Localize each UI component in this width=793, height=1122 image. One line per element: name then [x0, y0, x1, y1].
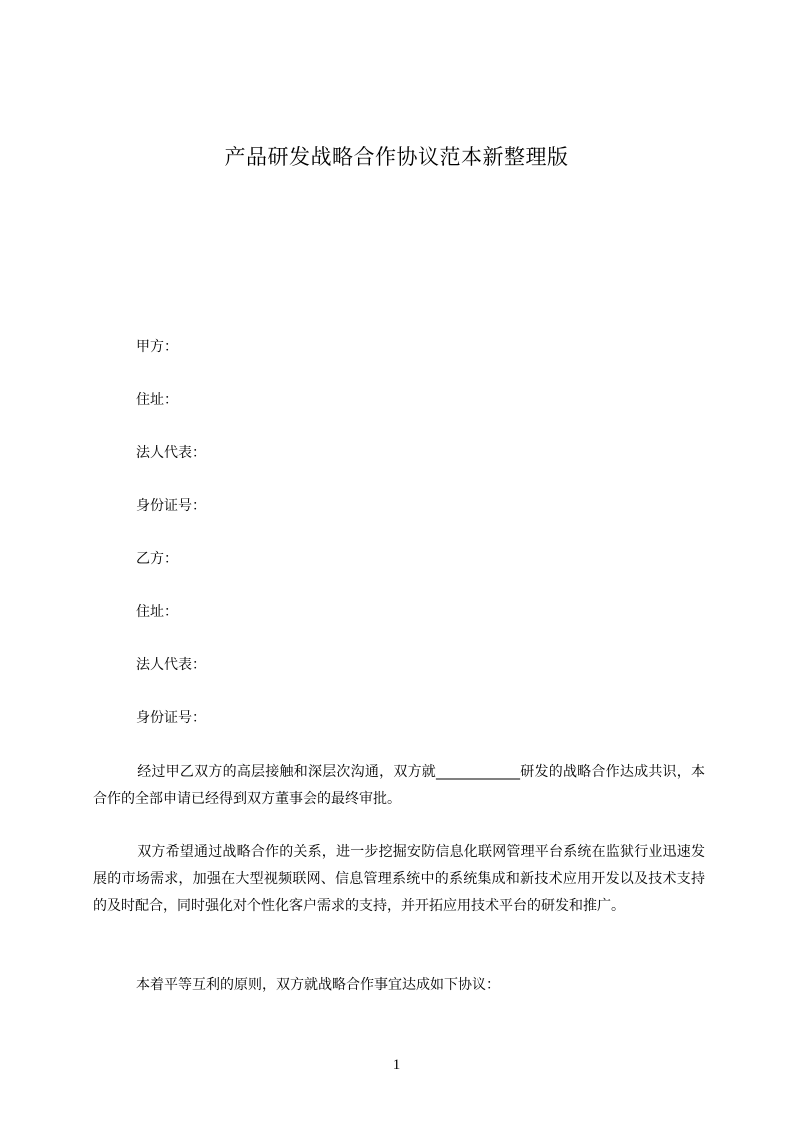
paragraph-agreement-intro [136, 972, 705, 999]
page-number: 1 [392, 1057, 401, 1073]
party-a-label: 甲方： [136, 339, 178, 355]
project-blank-line: ____________ [436, 764, 521, 780]
paragraph-consensus-text-after: 研发的战略合作达成共识，本合作的全部申请已经得到双方董事会的最终审批。 [93, 764, 706, 807]
document-title: 产品研发战略合作协议范本新整理版 [224, 145, 569, 169]
paragraph-agreement-intro-text: 本着平等互利的原则，双方就战略合作事宜达成如下协议： [136, 977, 500, 993]
party-b-label: 乙方： [136, 551, 178, 567]
paragraph-consensus-text-before: 经过甲乙双方的高层接触和深层次沟通，双方就 [137, 764, 437, 780]
party-a-address-label: 住址： [136, 392, 178, 408]
paragraph-cooperation-goals-text: 双方希望通过战略合作的关系，进一步挖掘安防信息化联网管理平台系统在监狱行业迅速发展的市场需求，加强在大型视频联网、信息管理系统中的系统集成和新技术应用开发以及技术支持的及时配合，同时强化对个性化客户需求的支持，并开拓应用技术平台的研发和推广。 [93, 844, 705, 914]
paragraph-consensus [93, 759, 705, 813]
party-b-id-number-label: 身份证号： [136, 710, 206, 726]
party-a-id-number-label: 身份证号： [136, 498, 206, 514]
party-a-legal-rep-label: 法人代表： [136, 445, 206, 461]
party-b-address-label: 住址： [136, 604, 178, 620]
paragraph-cooperation-goals [93, 839, 705, 920]
party-b-legal-rep-label: 法人代表： [136, 657, 206, 673]
